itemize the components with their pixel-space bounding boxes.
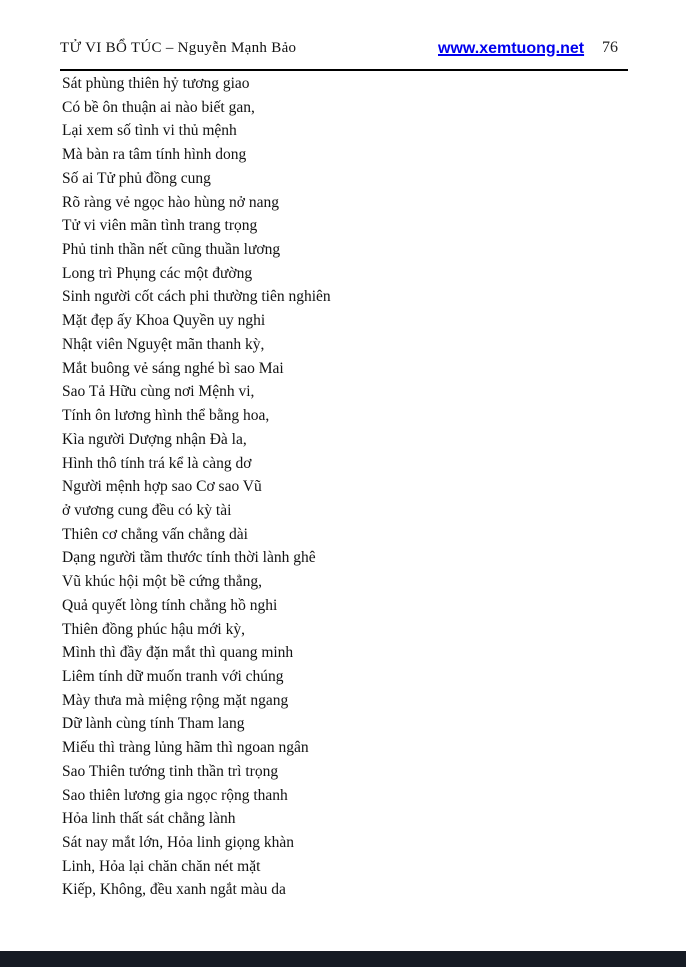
poem-line: Mặt đẹp ấy Khoa Quyền uy nghi [62,312,266,330]
poem-line: Rõ ràng vẻ ngọc hào hùng nở nang [62,193,279,211]
poem-line: Mày thưa mà miệng rộng mặt ngang [62,691,289,709]
poem-line: Dữ lành cùng tính Tham lang [62,715,245,733]
poem-line: Thiên đồng phúc hậu mới kỳ, [62,620,245,638]
book-title: TỬ VI BỔ TÚC – Nguyễn Mạnh Bảo [60,40,297,56]
poem-line: Liêm tính dữ muốn tranh với chúng [62,667,284,685]
poem-text [62,72,331,902]
poem-line: Thiên cơ chẳng vấn chẳng dài [62,525,248,543]
poem-line: Sao thiên lương gia ngọc rộng thanh [62,786,288,804]
poem-line: Phủ tinh thần nết cũng thuần lương [62,241,281,259]
poem-line: Mình thì đầy đặn mắt thì quang minh [62,644,294,662]
poem-line: Tính ôn lương hình thể bằng hoa, [62,407,270,425]
poem-line: Hỏa linh thất sát chẳng lành [62,810,236,828]
poem-line: Nhật viên Nguyệt mãn thanh kỳ, [62,335,265,353]
poem-line: Sao Tả Hữu cùng nơi Mệnh vi, [62,383,255,401]
poem-line: Linh, Hỏa lại chăn chăn nét mặt [62,857,261,875]
poem-line: Quả quyết lòng tính chẳng hồ nghi [62,596,278,614]
website-link[interactable]: www.xemtuong.net [438,40,585,57]
header-divider [60,69,628,71]
poem-line: Kiếp, Không, đều xanh ngắt màu da [62,881,286,899]
poem-line: Sao Thiên tướng tinh thần trì trọng [62,762,279,780]
poem-line: Long trì Phụng các một đường [62,264,253,282]
page-number: 76 [602,39,618,56]
poem-line: Sinh người cốt cách phi thường tiên nghiên [62,288,331,306]
poem-line: Người mệnh hợp sao Cơ sao Vũ [62,478,262,496]
poem-line: Sát phùng thiên hỷ tương giao [62,75,250,92]
poem-line: ở vương cung đều có kỳ tài [62,501,232,519]
poem-line: Số ai Tử phủ đồng cung [62,169,211,187]
poem-line: Dạng người tầm thước tính thời lành ghê [62,549,316,567]
poem-line: Lại xem số tình vi thủ mệnh [62,122,237,140]
poem-line: Có bề ôn thuận ai nào biết gan, [62,98,255,116]
poem-line: Sát nay mắt lớn, Hỏa linh giọng khàn [62,834,295,851]
poem-line: Miếu thì tràng lủng hãm thì ngoan ngân [62,739,309,757]
poem-line: Mà bàn ra tâm tính hình dong [62,146,247,164]
poem-line: Mắt buông vẻ sáng nghé bì sao Mai [62,359,284,377]
poem-line: Hình thô tính trá kể là càng dơ [62,454,252,472]
poem-line: Kìa người Dượng nhận Đà la, [62,430,247,448]
scan-edge-bar [0,951,686,967]
poem-line: Tử vi viên mãn tình trang trọng [62,217,258,235]
poem-line: Vũ khúc hội một bề cứng thẳng, [62,573,262,591]
